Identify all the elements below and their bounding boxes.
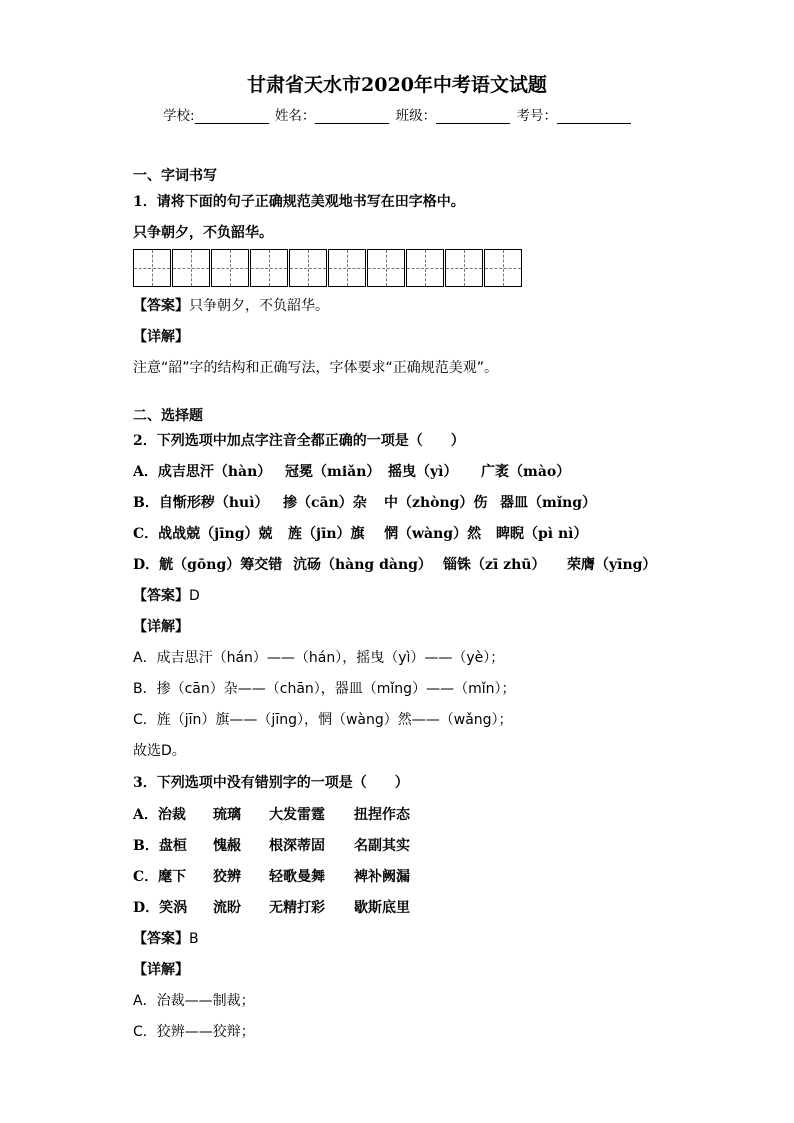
grid-cell[interactable] xyxy=(484,249,522,287)
answer-line xyxy=(133,930,199,948)
option-row-c xyxy=(133,525,587,543)
option-item: 荣膺（yīng） xyxy=(567,557,657,573)
grid-cell[interactable] xyxy=(289,249,327,287)
answer-label: 【答案】 xyxy=(133,298,189,314)
answer-text: D xyxy=(189,588,200,604)
detail-text: C．旌（jīn）旗——（jīng），惘（wàng）然——（wǎng）； xyxy=(133,712,513,728)
detail-text: B．掺（cān）杂——（chān），器皿（mǐng）——（mǐn）； xyxy=(133,681,516,697)
detail-text: A．成吉思汗（hán）——（hán），摇曳（yì）——（yè）； xyxy=(133,650,505,666)
answer-label: 【答案】 xyxy=(133,931,189,947)
option-item: 广袤（mào） xyxy=(481,464,571,480)
option-row-c xyxy=(133,868,410,886)
student-info-row xyxy=(163,104,633,124)
option-item: 锱铢（zī zhū） xyxy=(443,557,546,573)
option-item: 掺（cān）杂 xyxy=(283,495,367,511)
option-row-d xyxy=(133,556,656,574)
option-item: 器皿（mǐng） xyxy=(500,495,597,511)
option-item: 歇斯底里 xyxy=(354,900,410,916)
option-item: 摇曳（yì） xyxy=(388,464,458,480)
option-item: 大发雷霆 xyxy=(269,807,325,823)
option-item: 沆砀（hàng dàng） xyxy=(293,557,432,573)
school-label: 学校: xyxy=(163,108,195,124)
detail-text: 故选D。 xyxy=(133,743,186,759)
option-item: 狡辨 xyxy=(213,869,241,885)
detail-text: A．治裁——制裁； xyxy=(133,993,255,1009)
option-row-a xyxy=(133,806,410,824)
class-blank[interactable] xyxy=(436,109,510,124)
option-item: D．笑涡 xyxy=(133,900,188,916)
exam-no-blank[interactable] xyxy=(557,109,631,124)
option-item: 名副其实 xyxy=(354,838,410,854)
option-item: 旌（jīn）旗 xyxy=(288,526,365,542)
grid-cell[interactable] xyxy=(250,249,288,287)
option-item: 轻歌曼舞 xyxy=(269,869,325,885)
option-item: C．麾下 xyxy=(133,869,187,885)
tianzige-grid xyxy=(133,249,523,287)
question-stem: 3．下列选项中没有错别字的一项是（ ） xyxy=(133,775,409,791)
option-item: 琉璃 xyxy=(213,807,241,823)
page-title: 甘肃省天水市2020年中考语文试题 xyxy=(247,74,547,96)
option-item: 愧赧 xyxy=(213,838,241,854)
option-item: 冠冕（miǎn） xyxy=(285,464,381,480)
option-item: 根深蒂固 xyxy=(269,838,325,854)
name-label: 姓名： xyxy=(274,108,316,124)
question-stem: 2．下列选项中加点字注音全都正确的一项是（ ） xyxy=(133,433,465,449)
option-item: B．自惭形秽（huì） xyxy=(133,495,269,511)
option-row-a xyxy=(133,463,570,481)
answer-line xyxy=(133,297,329,315)
answer-text: 只争朝夕，不负韶华。 xyxy=(189,298,329,314)
option-item: A．治裁 xyxy=(133,807,186,823)
option-item: C．战战兢（jīng）兢 xyxy=(133,526,273,542)
school-blank[interactable] xyxy=(195,109,269,124)
detail-text: C．狡辨——狡辩； xyxy=(133,1024,255,1040)
option-item: A．成吉思汗（hàn） xyxy=(133,464,272,480)
grid-cell[interactable] xyxy=(328,249,366,287)
option-item: 睥睨（pì nì） xyxy=(496,526,588,542)
grid-cell[interactable] xyxy=(172,249,210,287)
option-row-d xyxy=(133,899,410,917)
option-item: 惘（wàng）然 xyxy=(384,526,482,542)
option-item: 裨补阙漏 xyxy=(354,869,410,885)
answer-text: B xyxy=(189,931,199,947)
option-row-b xyxy=(133,837,410,855)
section-heading: 一、字词书写 xyxy=(133,168,217,184)
option-item: 扭捏作态 xyxy=(354,807,410,823)
grid-cell[interactable] xyxy=(445,249,483,287)
detail-label: 【详解】 xyxy=(133,962,189,978)
option-item: D．觥（gōng）筹交错 xyxy=(133,557,283,573)
answer-label: 【答案】 xyxy=(133,588,189,604)
grid-cell[interactable] xyxy=(367,249,405,287)
detail-label: 【详解】 xyxy=(133,329,189,345)
question-stem: 1．请将下面的句子正确规范美观地书写在田字格中。 xyxy=(133,194,465,210)
section-heading: 二、选择题 xyxy=(133,408,203,424)
grid-cell[interactable] xyxy=(406,249,444,287)
class-label: 班级： xyxy=(395,108,437,124)
option-row-b xyxy=(133,494,596,512)
option-item: B．盘桓 xyxy=(133,838,187,854)
detail-label: 【详解】 xyxy=(133,619,189,635)
exam-no-label: 考号： xyxy=(516,108,557,124)
grid-cell[interactable] xyxy=(133,249,171,287)
name-blank[interactable] xyxy=(315,109,389,124)
answer-line xyxy=(133,587,200,605)
option-item: 无精打彩 xyxy=(269,900,325,916)
option-item: 流盼 xyxy=(213,900,241,916)
sentence-text: 只争朝夕，不负韶华。 xyxy=(133,225,273,241)
option-item: 中（zhòng）伤 xyxy=(384,495,488,511)
grid-cell[interactable] xyxy=(211,249,249,287)
detail-text: 注意“韶”字的结构和正确写法，字体要求“正确规范美观”。 xyxy=(133,360,499,376)
